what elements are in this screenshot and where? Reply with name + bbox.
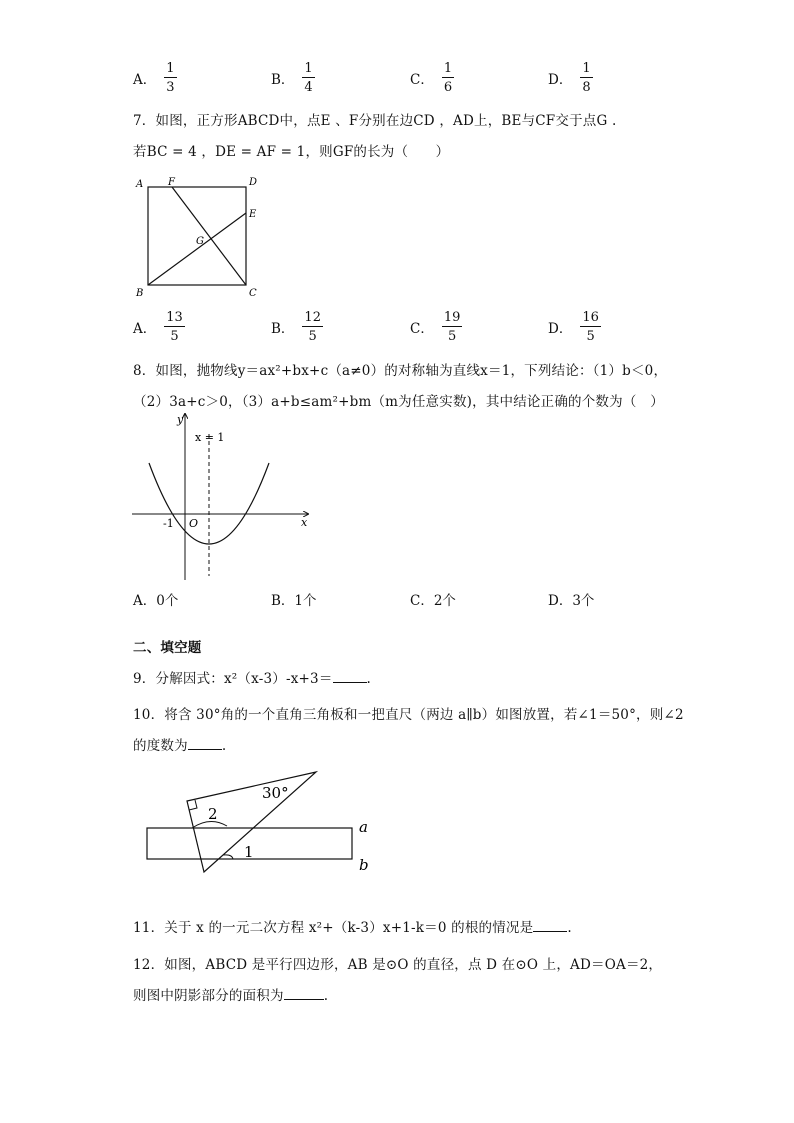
q8-option-b: B．1个 bbox=[271, 593, 317, 609]
q8-parabola-figure bbox=[128, 408, 318, 584]
q7-option-d-num: 16 bbox=[582, 310, 599, 325]
q7-option-b: B． $\frac{12}{5}$ bbox=[271, 310, 321, 344]
origin-label: O bbox=[189, 517, 199, 530]
q9-end: . bbox=[366, 671, 372, 687]
q7-option-d-den: 5 bbox=[586, 329, 595, 344]
q7-option-c-den: 5 bbox=[447, 329, 457, 344]
q10-line2 bbox=[133, 734, 226, 754]
q6-option-d-den: 8 bbox=[582, 80, 591, 95]
label-c: C bbox=[249, 288, 257, 299]
label-f: F bbox=[168, 177, 175, 188]
y-axis-label: y bbox=[177, 413, 184, 426]
q7-option-b-den: 5 bbox=[308, 329, 317, 344]
q9-text: 9．分解因式：x²（x-3）-x+3＝ bbox=[133, 671, 333, 687]
edge-b-label: b bbox=[359, 856, 369, 874]
angle-2-label: 2 bbox=[208, 805, 218, 823]
edge-a-label: a bbox=[359, 818, 368, 836]
q10-answer-blank[interactable] bbox=[188, 737, 222, 750]
q7-option-a-num: 13 bbox=[166, 310, 183, 325]
q6-option-d: D． $\frac{1}{8}$ bbox=[548, 61, 591, 95]
q6-option-d-num: 1 bbox=[582, 61, 591, 76]
right-angle-mark bbox=[189, 800, 197, 810]
q11-answer-blank[interactable] bbox=[533, 919, 567, 932]
q11-text: 11．关于 x 的一元二次方程 x²+（k-3）x+1-k＝0 的根的情况是 bbox=[133, 920, 534, 936]
q7-option-a-den: 5 bbox=[170, 329, 179, 344]
q12-end: . bbox=[323, 988, 329, 1004]
segment-cf bbox=[172, 187, 246, 285]
parabola-curve bbox=[149, 463, 269, 544]
q6-option-c-den: 6 bbox=[443, 80, 453, 95]
q10-triangle-ruler-figure bbox=[140, 766, 385, 878]
q8-option-d: D．3个 bbox=[548, 593, 595, 609]
q8-line1: 8．如图，抛物线y＝ax²+bx+c（a≠0）的对称轴为直线x＝1，下列结论：（1）b＜0， bbox=[133, 363, 668, 379]
label-e: E bbox=[249, 209, 257, 220]
q12-line2 bbox=[133, 984, 328, 1004]
label-d: D bbox=[249, 177, 258, 188]
q11-line bbox=[133, 916, 572, 936]
q7-line2: 若BC = 4 ，DE = AF = 1，则GF的长为（ ） bbox=[133, 144, 450, 160]
q7-option-d: D． $\frac{16}{5}$ bbox=[548, 310, 599, 344]
q10-end: . bbox=[221, 738, 227, 754]
q11-end: . bbox=[567, 920, 572, 936]
q10-text: 的度数为 bbox=[133, 738, 188, 754]
angle-1-label: 1 bbox=[244, 843, 254, 861]
q6-option-a-num: 1 bbox=[166, 61, 175, 76]
q7-square-figure bbox=[130, 172, 270, 302]
q7-option-a: A． $\frac{13}{5}$ bbox=[133, 310, 183, 344]
label-a: A bbox=[136, 179, 144, 190]
q6-option-c-num: 1 bbox=[443, 61, 453, 76]
q12-answer-blank[interactable] bbox=[284, 987, 324, 1000]
q7-option-c: C． $\frac{19}{5}$ bbox=[410, 310, 461, 344]
q6-option-a-den: 3 bbox=[166, 80, 175, 95]
q6-option-b-num: 1 bbox=[304, 61, 313, 76]
minus-one-label: -1 bbox=[163, 517, 174, 530]
q7-option-c-num: 19 bbox=[443, 310, 461, 325]
angle-30-label: 30° bbox=[262, 784, 289, 802]
q8-option-c: C．2个 bbox=[410, 593, 456, 609]
q12-text: 则图中阴影部分的面积为 bbox=[133, 988, 284, 1004]
q6-option-a: A． $\frac{1}{3}$ bbox=[133, 61, 175, 95]
q6-option-b-den: 4 bbox=[304, 80, 313, 95]
q7-option-b-num: 12 bbox=[304, 310, 321, 325]
section-title: 二、填空题 bbox=[133, 640, 202, 656]
q8-line2: （2）3a+c＞0，（3）a+b≤am²+bm（m为任意实数)，其中结论正确的个数为（ ） bbox=[133, 394, 664, 410]
q7-line1: 7．如图，正方形ABCD中，点E 、F分别在边CD ，AD上，BE与CF交于点G . bbox=[133, 113, 617, 129]
x-axis-label: x bbox=[301, 516, 308, 529]
symmetry-axis-label: x = 1 bbox=[195, 431, 225, 444]
segment-be bbox=[148, 213, 246, 285]
q6-option-b: B． $\frac{1}{4}$ bbox=[271, 61, 313, 95]
q12-line1: 12．如图，ABCD 是平行四边形，AB 是⊙O 的直径，点 D 在⊙O 上，AD＝OA＝2， bbox=[133, 957, 663, 973]
q9-line bbox=[133, 667, 371, 687]
q9-answer-blank[interactable] bbox=[333, 670, 367, 683]
label-g: G bbox=[196, 236, 204, 247]
q10-line1: 10．将含 30°角的一个直角三角板和一把直尺（两边 a∥b）如图放置，若∠1＝50°，则∠2 bbox=[133, 707, 684, 723]
q6-option-c: C． $\frac{1}{6}$ bbox=[410, 61, 453, 95]
label-b: B bbox=[136, 288, 144, 299]
q8-option-a: A．0个 bbox=[133, 593, 179, 609]
